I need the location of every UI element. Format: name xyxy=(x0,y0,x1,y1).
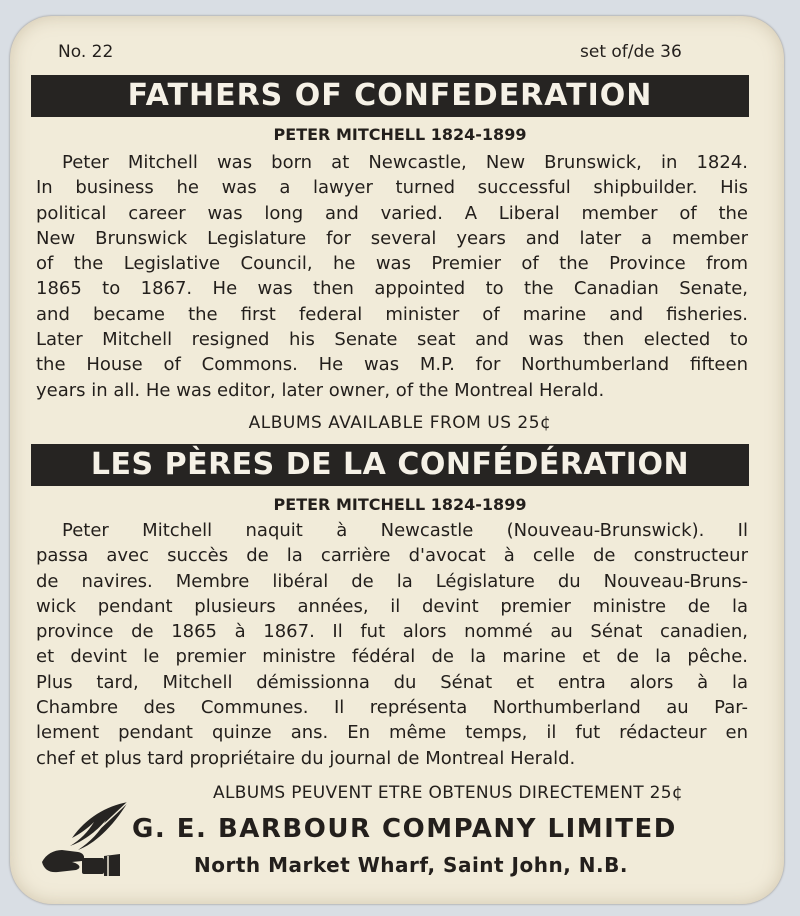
publisher-name: G. E. BARBOUR COMPANY LIMITED xyxy=(132,814,677,844)
french-bio-line: Plus tard, Mitchell démissionna du Sénat et entra alors à la xyxy=(36,671,748,693)
french-bio-line: passa avec succès de la carrière d'avocat à celle de constructeur xyxy=(36,545,748,567)
english-bio-line: and became the first federal minister of marine and fisheries. xyxy=(36,303,748,325)
french-bio-line: lement pendant quinze ans. En même temps, il fut rédacteur en xyxy=(36,722,748,744)
french-bio-line: de navires. Membre libéral de la Législature du Nouveau-Bruns- xyxy=(36,570,748,592)
english-bio-line: 1865 to 1867. He was then appointed to the Canadian Senate, xyxy=(36,278,748,300)
english-banner: FATHERS OF CONFEDERATION xyxy=(31,75,749,117)
english-bio-line: New Brunswick Legislature for several years and later a member xyxy=(36,227,748,249)
french-biography xyxy=(36,518,748,771)
french-bio-line: chef et plus tard propriétaire du journal de Montreal Herald. xyxy=(36,747,576,769)
french-bio-line: et devint le premier ministre fédéral de la marine et de la pêche. xyxy=(36,646,748,668)
french-subtitle: PETER MITCHELL 1824-1899 xyxy=(273,495,527,514)
french-albums-offer: ALBUMS PEUVENT ETRE OBTENUS DIRECTEMENT 25¢ xyxy=(213,783,683,803)
english-bio-line: political career was long and varied. A Liberal member of the xyxy=(36,202,748,224)
english-subtitle: PETER MITCHELL 1824-1899 xyxy=(273,125,527,144)
card-number: No. 22 xyxy=(58,42,114,62)
english-bio-line: the House of Commons. He was M.P. for Northumberland fifteen xyxy=(36,354,748,376)
card-set-count: set of/de 36 xyxy=(580,42,682,62)
card-header-line xyxy=(0,42,800,66)
publisher-address: North Market Wharf, Saint John, N.B. xyxy=(194,853,628,877)
english-bio-line: Peter Mitchell was born at Newcastle, New Brunswick, in 1824. xyxy=(62,152,748,173)
french-bio-line: Peter Mitchell naquit à Newcastle (Nouveau-Brunswick). Il xyxy=(62,520,748,541)
english-biography xyxy=(36,150,748,403)
french-bio-line: province de 1865 à 1867. Il fut alors nommé au Sénat canadien, xyxy=(36,621,748,643)
french-bio-line: Chambre des Communes. Il représenta Northumberland au Par- xyxy=(36,697,748,719)
quill-hand-icon xyxy=(36,798,132,880)
english-bio-line: In business he was a lawyer turned successful shipbuilder. His xyxy=(36,177,748,199)
french-banner: LES PÈRES DE LA CONFÉDÉRATION xyxy=(31,444,749,486)
english-bio-line: years in all. He was editor, later owner, of the Montreal Herald. xyxy=(36,379,605,401)
english-albums-offer: ALBUMS AVAILABLE FROM US 25¢ xyxy=(248,413,552,433)
english-bio-line: of the Legislative Council, he was Premier of the Province from xyxy=(36,253,748,275)
english-bio-line: Later Mitchell resigned his Senate seat and was then elected to xyxy=(36,329,748,351)
french-bio-line: wick pendant plusieurs années, il devint premier ministre de la xyxy=(36,595,748,617)
